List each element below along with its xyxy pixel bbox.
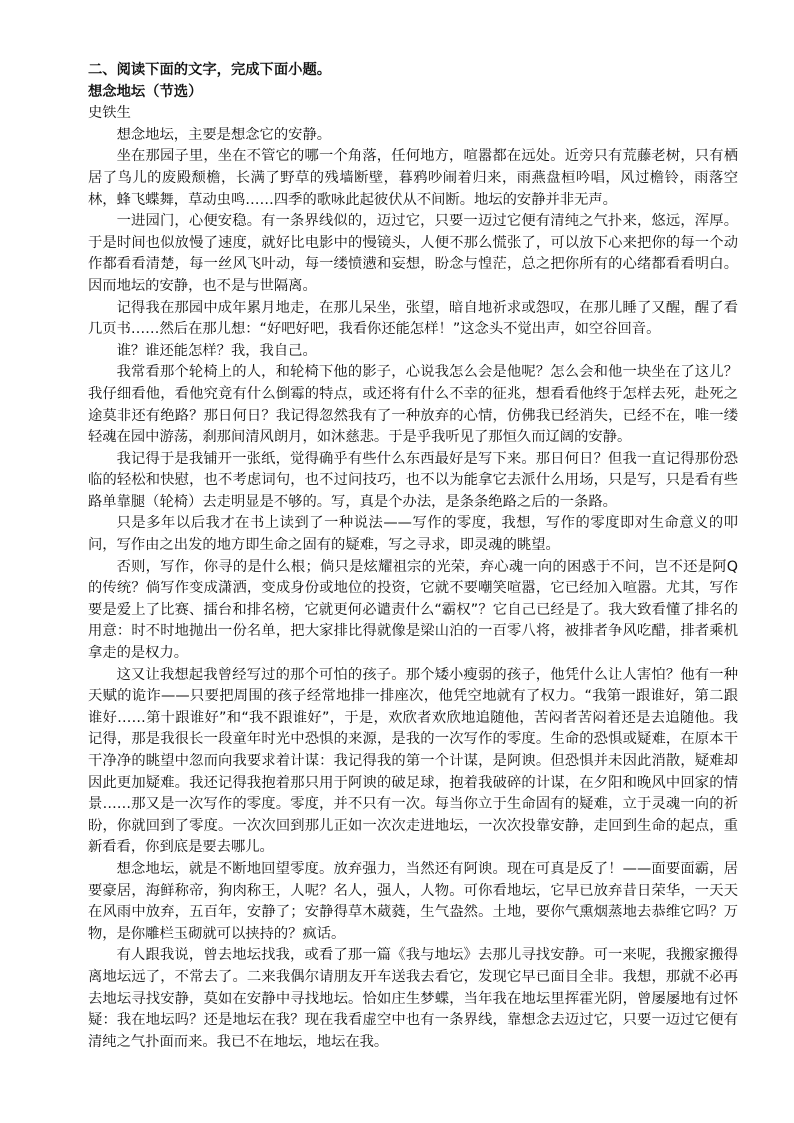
paragraph: 想念地坛，主要是想念它的安静。: [116, 126, 332, 143]
paragraph: 记得我在那园中成年累月地走，在那儿呆坐，张望，暗自地祈求或怨叹，在那儿睡了又醒，醒了看几页书……然后在那儿想：“好吧好吧，我看你还能怎样！”这念头不觉出声，如空谷回音。: [88, 299, 738, 338]
paragraph: 否则，写作，你寻的是什么根；倘只是炫耀祖宗的光荣，弃心魂一向的困惑于不问，岂不还是阿Q的传统？倘写作变成潇洒，变成身份或地位的投资，它就不要嘲笑喧嚣，它已经加入喧嚣。尤其，写作要是爱上了比赛、擂台和排名榜，它就更何必谴责什么“霸权”？它自己已经是了。我大致看懂了排名的用意：时不时地抛出一份名单，把大家排比得就像是梁山泊的一百零八将，被排者争风吃醋，排者乘机拿走的是权力。: [88, 558, 738, 662]
paragraph: 谁？谁还能怎样？我，我自己。: [116, 342, 317, 359]
paragraph: 我常看那个轮椅上的人，和轮椅下他的影子，心说我怎么会是他呢？怎么会和他一块坐在了这儿？我仔细看他，看他究竟有什么倒霉的特点，或还将有什么不幸的征兆，想看看他终于怎样去死，赴死之途莫非还有绝路？那日何日？我记得忽然我有了一种放弃的心情，仿佛我已经消失，已经不在，唯一缕轻魂在园中游荡，刹那间清风朗月，如沐慈悲。于是乎我听见了那恒久而辽阔的安静。: [88, 364, 738, 446]
paragraph: 坐在那园子里，坐在不管它的哪一个角落，任何地方，喧嚣都在远处。近旁只有荒藤老树，只有栖居了鸟儿的废殿颓檐，长满了野草的残墙断壁，暮鸦吵闹着归来，雨燕盘桓吟唱，风过檐铃，雨落空林，蜂飞蝶舞，草动虫鸣……四季的歌咏此起彼伏从不间断。地坛的安静并非无声。: [88, 148, 738, 208]
section-heading: 二、阅读下面的文字，完成下面小题。: [88, 62, 332, 78]
author-name: 史铁生: [88, 105, 131, 122]
paragraph: 一进园门，心便安稳。有一条界线似的，迈过它，只要一迈过它便有清纯之气扑来，悠远，浑厚。于是时间也似放慢了速度，就好比电影中的慢镜头，人便不那么慌张了，可以放下心来把你的每一个动作都看看清楚，每一丝风飞叶动，每一缕愤懑和妄想，盼念与惶茫，总之把你所有的心绪都看看明白。因而地坛的安静，也不是与世隔离。: [88, 213, 738, 294]
paragraph: 想念地坛，就是不断地回望零度。放弃强力，当然还有阿谀。现在可真是反了！——面要面霸，居要豪居，海鲜称帝，狗肉称王，人呢？名人，强人，人物。可你看地坛，它早已放弃昔日荣华，一天天在风雨中放弃，五百年，安静了；安静得草木葳蕤，生气盎然。土地，要你气熏烟蒸地去恭维它吗？万物，是你雕栏玉砌就可以挟持的？疯话。: [88, 860, 738, 942]
paragraph: 有人跟我说，曾去地坛找我，或看了那一篇《我与地坛》去那儿寻找安静。可一来呢，我搬家搬得离地坛远了，不常去了。二来我偶尔请朋友开车送我去看它，发现它早已面目全非。我想，那就不必再去地坛寻找安静，莫如在安静中寻找地坛。恰如庄生梦蝶，当年我在地坛里挥霍光阴，曾屡屡地有过怀疑：我在地坛吗？还是地坛在我？现在我看虚空中也有一条界线，靠想念去迈过它，只要一迈过它便有清纯之气扑面而来。我已不在地坛，地坛在我。: [88, 947, 738, 1050]
article-title: 想念地坛（节选）: [88, 83, 203, 100]
paragraph: 我记得于是我铺开一张纸，觉得确乎有些什么东西最好是写下来。那日何日？但我一直记得那份恐临的轻松和快慰，也不考虑词句，也不过问技巧，也不以为能拿它去派什么用场，只是写，只是看有些路单靠腿（轮椅）去走明显是不够的。写，真是个办法，是条条绝路之后的一条路。: [88, 450, 738, 510]
paragraph: 只是多年以后我才在书上读到了一种说法——写作的零度，我想，写作的零度即对生命意义的叩问，写作由之出发的地方即生命之固有的疑难，写之寻求，即灵魂的眺望。: [88, 515, 738, 554]
document-page: [88, 60, 738, 1053]
paragraph: 这又让我想起我曾经写过的那个可怕的孩子。那个矮小瘦弱的孩子，他凭什么让人害怕？他有一种天赋的诡诈——只要把周围的孩子经常地排一排座次，他凭空地就有了权力。“我第一跟谁好，第二跟谁好……第十跟谁好”和“我不跟谁好”，于是，欢欣者欢欣地追随他，苦闷者苦闷着还是去追随他。我记得，那是我很长一段童年时光中恐惧的来源，是我的一次写作的零度。生命的恐惧或疑难，在原本干干净净的眺望中忽而向我要求着计谋：我记得我的第一个计谋，是阿谀。但恐惧并未因此消散，疑难却因此更加疑难。我还记得我抱着那只用于阿谀的破足球，抱着我破碎的计谋，在夕阳和晚风中回家的情景……那又是一次写作的零度。零度，并不只有一次。每当你立于生命固有的疑难，立于灵魂一向的祈盼，你就回到了零度。一次次回到那儿正如一次次走进地坛，一次次投靠安静，走回到生命的起点，重新看看，你到底是要去哪儿。: [88, 666, 738, 856]
